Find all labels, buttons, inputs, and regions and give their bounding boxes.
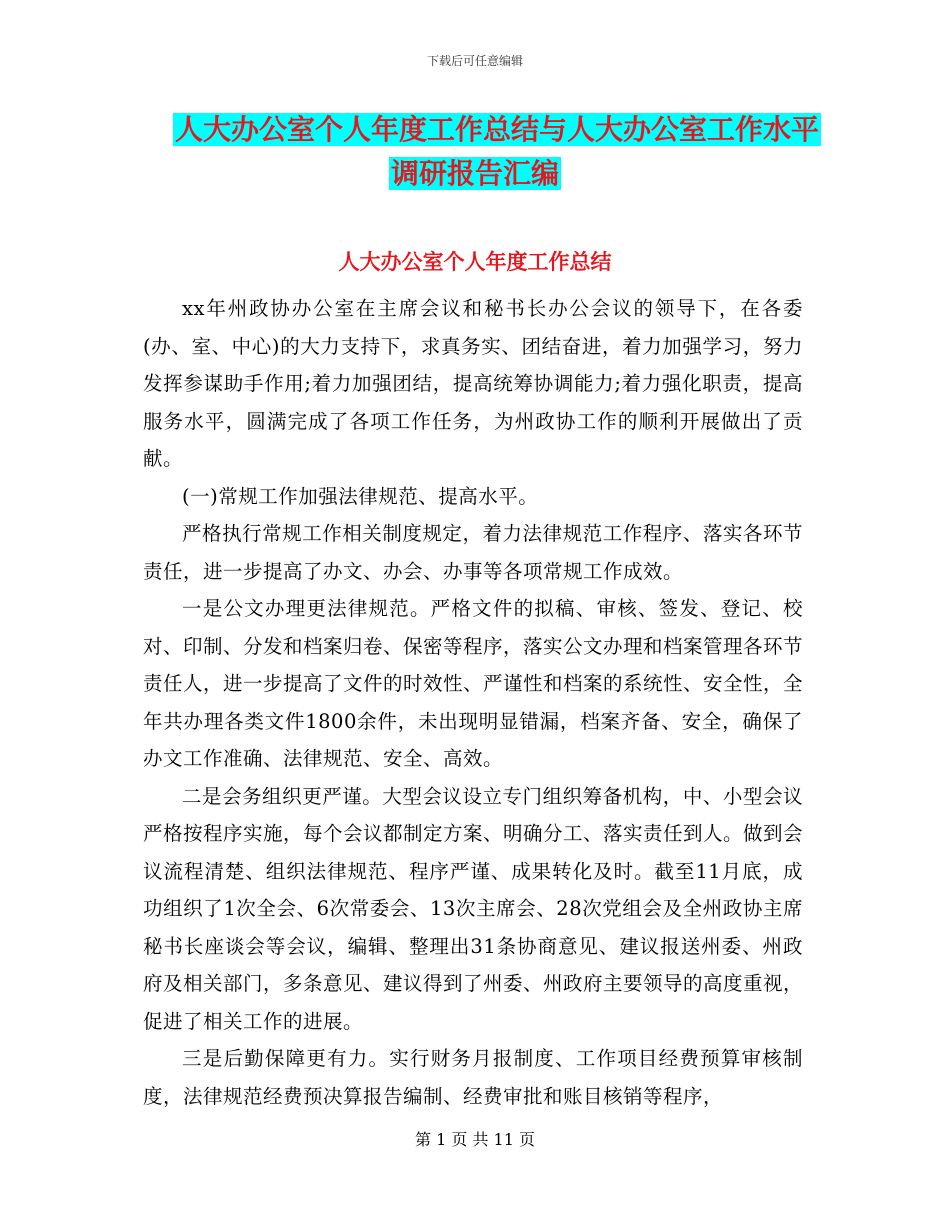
document-title-line-2-text: 调研报告汇编 [390, 157, 559, 190]
document-body [143, 290, 803, 1115]
body-paragraph: 一是公文办理更法律规范。严格文件的拟稿、审核、签发、登记、校对、印制、分发和档案归卷、保密等程序，落实公文办理和档案管理各环节责任人，进一步提高了文件的时效性、严谨性和档案的系统性、安全性，全年共办理各类文件1800余件，未出现明显错漏，档案齐备、安全，确保了办文工作准确、法律规范、安全、高效。 [143, 597, 804, 770]
page-footer: 第 1 页 共 11 页 [415, 1130, 535, 1149]
section-title: 人大办公室个人年度工作总结 [338, 250, 612, 274]
body-paragraph: 严格执行常规工作相关制度规定，着力法律规范工作程序、落实各环节责任，进一步提高了办文、办会、办事等各项常规工作成效。 [143, 522, 803, 583]
body-paragraph: (一)常规工作加强法律规范、提高水平。 [182, 484, 539, 508]
document-title-line-1-text: 人大办公室个人年度工作总结与人大办公室工作水平 [174, 113, 819, 146]
body-paragraph: 二是会务组织更严谨。大型会议设立专门组织筹备机构，中、小型会议严格按程序实施，每个会议都制定方案、明确分工、落实责任到人。做到会议流程清楚、组织法律规范、程序严谨、成果转化及时。截至11月底，成功组织了1次全会、6次常委会、13次主席会、28次党组会及全州政协主席秘书长座谈会等会议，编辑、整理出31条协商意见、建议报送州委、州政府及相关部门，多条意见、建议得到了州委、州政府主要领导的高度重视，促进了相关工作的进展。 [143, 784, 804, 1033]
header-note: 下载后可任意编辑 [426, 54, 523, 68]
document-title-line-1 [22, 110, 950, 150]
body-paragraph: xx年州政协办公室在主席会议和秘书长办公会议的领导下，在各委(办、室、中心)的大力支持下，求真务实、团结奋进，着力加强学习，努力发挥参谋助手作用;着力加强团结，提高统筹协调能力;着力强化职责，提高服务水平，圆满完成了各项工作任务，为州政协工作的顺利开展做出了贡献。 [143, 297, 803, 470]
document-title-line-2 [0, 154, 950, 194]
body-paragraph: 三是后勤保障更有力。实行财务月报制度、工作项目经费预算审核制度，法律规范经费预决算报告编制、经费审批和账目核销等程序， [143, 1047, 803, 1108]
